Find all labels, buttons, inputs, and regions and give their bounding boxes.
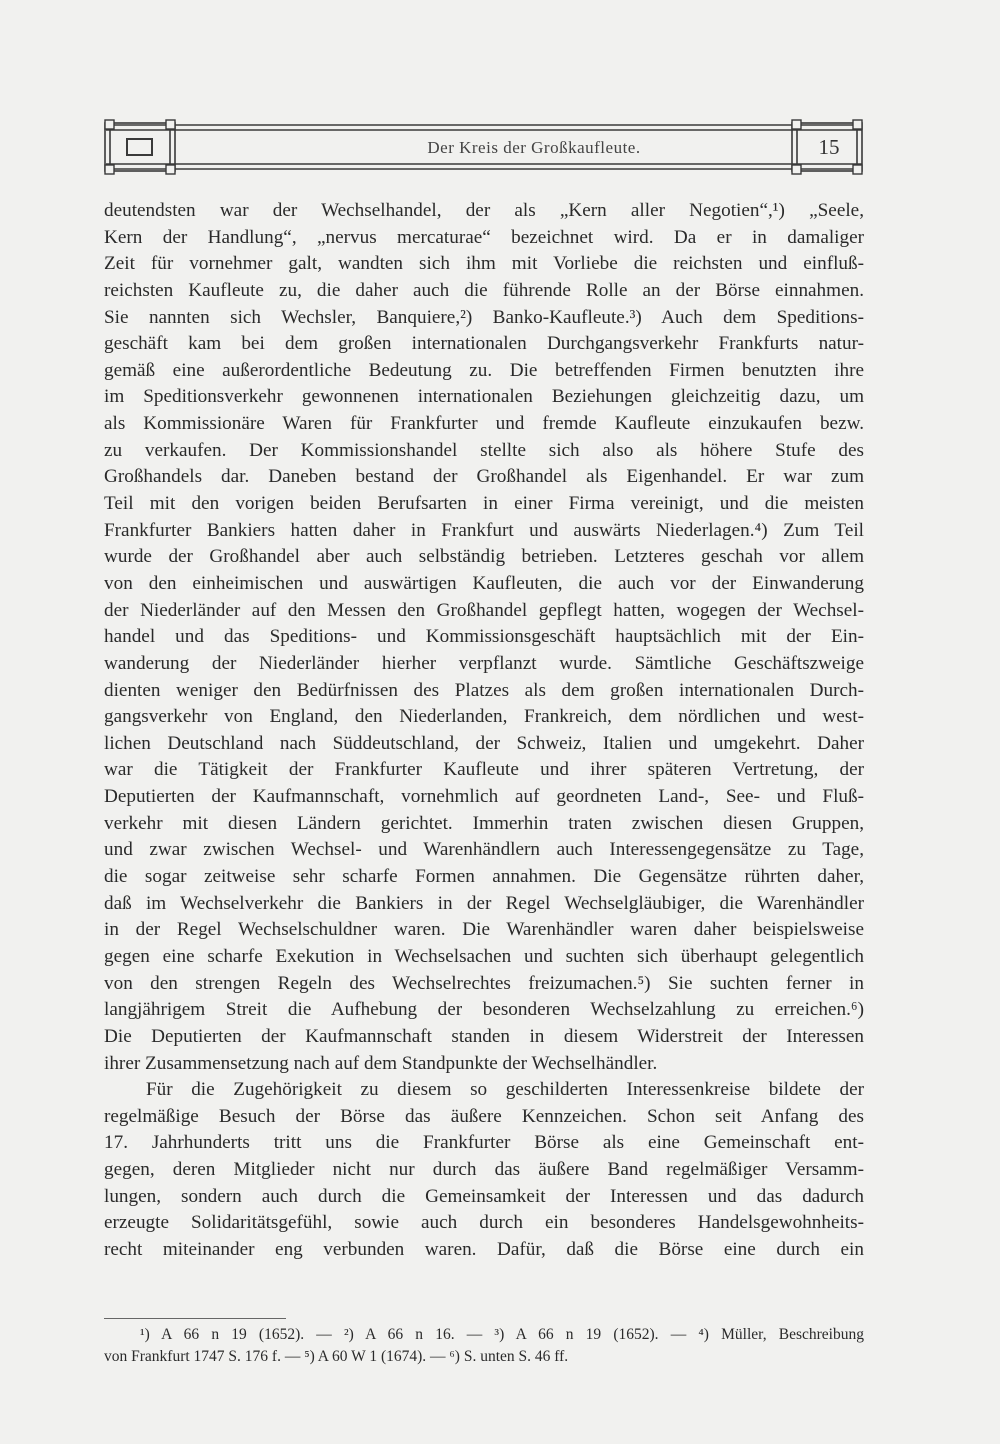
- running-title: Der Kreis der Großkaufleute.: [427, 138, 641, 157]
- text-line: der Niederländer auf den Messen den Großhandel gepflegt hatten, wogegen der Wechsel-: [104, 599, 864, 621]
- footnote-line: ¹) A 66 n 19 (1652). — ²) A 66 n 16. — ³) A 66 n 19 (1652). — ⁴) Müller, Beschreibung: [140, 1326, 864, 1343]
- text-line: dienten weniger den Bedürfnissen des Platzes als dem großen internationalen Durch-: [104, 679, 864, 701]
- page-number: 15: [818, 135, 840, 159]
- text-line: Kern der Handlung“, „nervus mercaturae“ bezeichnet wird. Da er in damaliger: [104, 226, 864, 248]
- footnote-divider: [104, 1318, 286, 1319]
- text-line: in der Regel Wechselschuldner waren. Die Warenhändler waren daher beispielsweise: [104, 919, 864, 941]
- text-line: verkehr mit diesen Ländern gerichtet. Immerhin traten zwischen diesen Gruppen,: [104, 812, 864, 834]
- text-line: gemäß eine außerordentliche Bedeutung zu. Die betreffenden Firmen benutzten ihre: [104, 359, 864, 381]
- text-line: von den einheimischen und auswärtigen Kaufleuten, die auch vor der Einwanderung: [104, 572, 864, 594]
- text-line: geschäft kam bei dem großen internationalen Durchgangsverkehr Frankfurts natur-: [104, 333, 864, 355]
- text-line: von den strengen Regeln des Wechselrechtes freizumachen.⁵) Sie suchten ferner in: [104, 972, 864, 994]
- text-line: lichen Deutschland nach Süddeutschland, der Schweiz, Italien und umgekehrt. Daher: [104, 732, 864, 754]
- text-line: war die Tätigkeit der Frankfurter Kaufleute und ihrer späteren Vertretung, der: [104, 759, 864, 781]
- text-line: Deputierten der Kaufmannschaft, vornehmlich auf geordneten Land-, See- und Fluß-: [104, 786, 864, 808]
- text-line: und zwar zwischen Wechsel- und Warenhändlern auch Interessengegensätze zu Tage,: [104, 839, 864, 861]
- page-header: [104, 119, 864, 175]
- text-line: wanderung der Niederländer hierher verpflanzt wurde. Sämtliche Geschäftszweige: [104, 652, 864, 674]
- paragraph-first-line: Für die Zugehörigkeit zu diesem so geschilderten Interessenkreise bildete der: [146, 1079, 864, 1101]
- text-line: Teil mit den vorigen beiden Berufsarten in einer Firma vereinigt, und die meisten: [104, 493, 864, 515]
- text-line: wurde der Großhandel aber auch selbständig betrieben. Letzteres geschah vor allem: [104, 546, 864, 568]
- text-line: handel und das Speditions- und Kommissionsgeschäft hauptsächlich mit der Ein-: [104, 626, 864, 648]
- text-line: Zeit für vornehmer galt, wandten sich ihm mit Vorliebe die reichsten und einfluß-: [104, 253, 864, 275]
- text-line: recht miteinander eng verbunden waren. Dafür, daß die Börse eine durch ein: [104, 1238, 864, 1260]
- text-line: Großhandels dar. Daneben bestand der Großhandel als Eigenhandel. Er war zum: [104, 466, 864, 488]
- text-line: Die Deputierten der Kaufmannschaft standen in diesem Widerstreit der Interessen: [104, 1025, 864, 1047]
- footnote-line: von Frankfurt 1747 S. 176 f. — ⁵) A 60 W 1 (1674). — ⁶) S. unten S. 46 ff.: [104, 1348, 569, 1365]
- text-line: 17. Jahrhunderts tritt uns die Frankfurter Börse als eine Gemeinschaft ent-: [104, 1132, 864, 1154]
- footnotes: [104, 1324, 864, 1368]
- text-line: deutendsten war der Wechselhandel, der als „Kern aller Negotien“,¹) „Seele,: [104, 200, 864, 221]
- text-line: langjährigem Streit die Aufhebung der besonderen Wechselzahlung zu erreichen.⁶): [104, 999, 864, 1021]
- body-text: [104, 198, 864, 1264]
- text-line: ihrer Zusammensetzung nach auf dem Standpunkte der Wechselhändler.: [104, 1052, 658, 1074]
- text-line: gegen eine scharfe Exekution in Wechselsachen und suchten sich überhaupt gelegentlich: [104, 945, 864, 967]
- text-line: zu verkaufen. Der Kommissionshandel stellte sich also als höhere Stufe des: [104, 439, 864, 461]
- text-line: daß im Wechselverkehr die Bankiers in der Regel Wechselgläubiger, die Warenhändler: [104, 892, 864, 914]
- text-line: die sogar zeitweise sehr scharfe Formen annahmen. Die Gegensätze rührten daher,: [104, 866, 864, 888]
- text-line: erzeugte Solidaritätsgefühl, sowie auch durch ein besonderes Handelsgewohnheits-: [104, 1212, 864, 1234]
- text-line: Sie nannten sich Wechsler, Banquiere,²) Banko-Kaufleute.³) Auch dem Speditions-: [104, 306, 864, 328]
- text-line: reichsten Kaufleute zu, die daher auch die führende Rolle an der Börse einnahmen.: [104, 279, 864, 301]
- text-line: im Speditionsverkehr gewonnenen internationalen Beziehungen gleichzeitig dazu, um: [104, 386, 864, 408]
- text-line: als Kommissionäre Waren für Frankfurter und fremde Kaufleute einzukaufen bezw.: [104, 413, 864, 435]
- text-line: lungen, sondern auch durch die Gemeinsamkeit der Interessen und das dadurch: [104, 1185, 864, 1207]
- text-line: gegen, deren Mitglieder nicht nur durch das äußere Band regelmäßiger Versamm-: [104, 1159, 864, 1181]
- text-line: gangsverkehr von England, den Niederlanden, Frankreich, dem nördlichen und west-: [104, 706, 864, 728]
- text-line: regelmäßige Besuch der Börse das äußere Kennzeichen. Schon seit Anfang des: [104, 1105, 864, 1127]
- text-line: Frankfurter Bankiers hatten daher in Frankfurt und auswärts Niederlagen.⁴) Zum Teil: [104, 519, 864, 541]
